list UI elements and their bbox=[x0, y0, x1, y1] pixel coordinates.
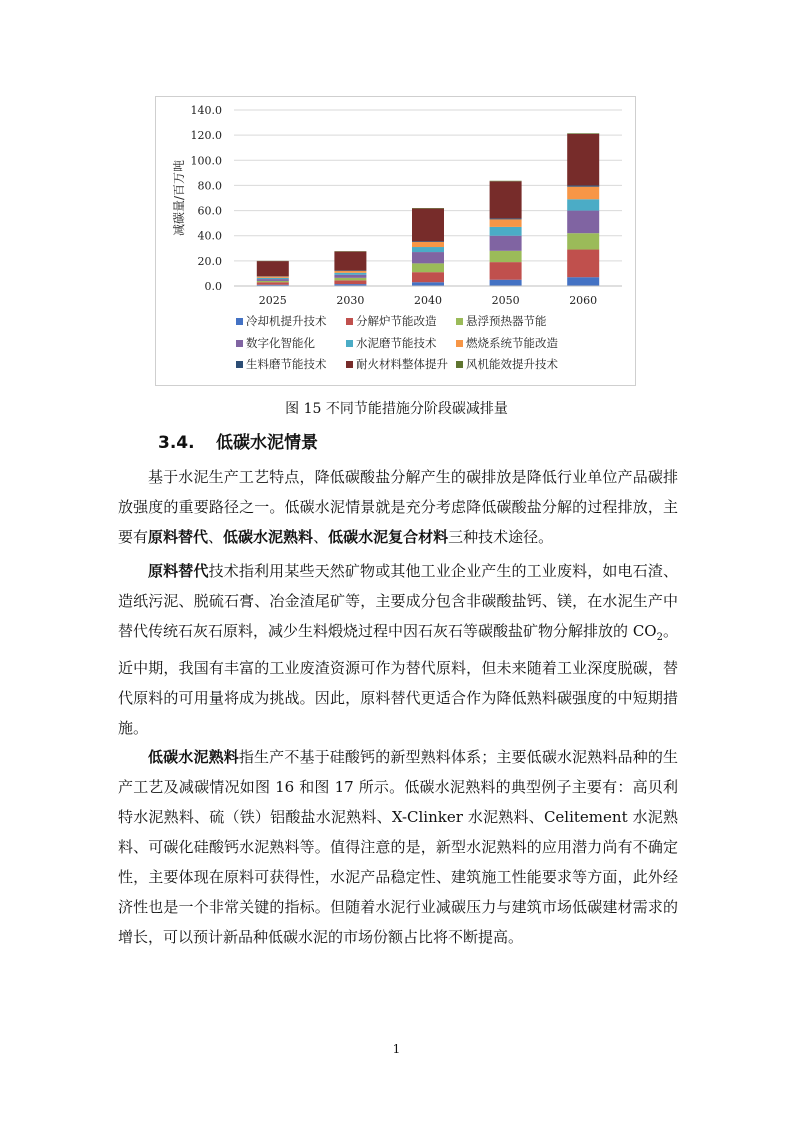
legend-swatch bbox=[456, 318, 463, 325]
bar-segment bbox=[257, 278, 289, 279]
text-run: 基于水泥生产工艺特点，降低碳酸盐分解产生的碳排放是降低行业单位产品碳排放强度的重要路径之一。低碳水泥情景就是充分考虑降低碳酸盐分解的过程排放，主要有 bbox=[118, 468, 678, 546]
bar-segment bbox=[412, 209, 444, 242]
legend-label: 生料磨节能技术 bbox=[246, 357, 327, 371]
bar-segment bbox=[257, 261, 289, 276]
paragraph-raw-material bbox=[118, 556, 678, 743]
legend-label: 冷却机提升技术 bbox=[246, 314, 327, 328]
bar-segment bbox=[490, 236, 522, 251]
bar-segment bbox=[567, 211, 599, 234]
bar-segment bbox=[567, 277, 599, 286]
bar-segment bbox=[334, 252, 366, 271]
bar-segment bbox=[334, 275, 366, 278]
legend-swatch bbox=[236, 318, 243, 325]
paragraph-intro bbox=[118, 462, 678, 552]
text-run: 三种技术途径。 bbox=[448, 528, 554, 546]
page-number: 1 bbox=[392, 1042, 401, 1056]
legend-swatch bbox=[236, 340, 243, 347]
bar-segment bbox=[490, 181, 522, 218]
x-tick-label: 2025 bbox=[258, 294, 287, 307]
bar-segment bbox=[257, 281, 289, 282]
stacked-bar-chart bbox=[156, 97, 637, 387]
bar-segment bbox=[257, 277, 289, 278]
bar-segment bbox=[567, 199, 599, 210]
bar-segment bbox=[567, 250, 599, 278]
bar-segment bbox=[490, 218, 522, 219]
bar-segment bbox=[412, 208, 444, 209]
bar-segment bbox=[412, 247, 444, 252]
legend-swatch bbox=[346, 361, 353, 368]
legend-label: 燃烧系统节能改造 bbox=[466, 336, 558, 350]
x-tick-label: 2060 bbox=[569, 294, 598, 307]
y-axis-label: 减碳量/百万吨 bbox=[172, 159, 186, 237]
legend-label: 耐火材料整体提升 bbox=[356, 357, 448, 371]
legend-label: 数字化智能化 bbox=[246, 336, 315, 350]
y-tick-label: 40.0 bbox=[197, 229, 222, 243]
bar-segment bbox=[490, 262, 522, 280]
bar-segment bbox=[412, 252, 444, 263]
bar-segment bbox=[567, 185, 599, 186]
subscript: 2 bbox=[656, 632, 663, 643]
bar-segment bbox=[567, 133, 599, 134]
bar-segment bbox=[567, 187, 599, 200]
legend-label: 分解炉节能改造 bbox=[356, 314, 437, 328]
bold-term: 原料替代 bbox=[148, 528, 209, 546]
bar-segment bbox=[334, 271, 366, 273]
legend-swatch bbox=[456, 340, 463, 347]
legend-swatch bbox=[346, 340, 353, 347]
bar-segment bbox=[257, 282, 289, 285]
section-heading bbox=[158, 428, 318, 453]
y-tick-label: 120.0 bbox=[190, 129, 222, 143]
figure-caption: 图 15 不同节能措施分阶段碳减排量 bbox=[285, 401, 508, 417]
text-run: 、 bbox=[313, 528, 329, 546]
legend-label: 水泥磨节能技术 bbox=[356, 336, 437, 350]
bar-segment bbox=[334, 278, 366, 281]
section-title: 低碳水泥情景 bbox=[216, 433, 318, 453]
x-tick-label: 2030 bbox=[336, 294, 365, 307]
bar-segment bbox=[490, 227, 522, 236]
text-run: 指生产不基于硅酸钙的新型熟料体系；主要低碳水泥熟料品种的生产工艺及减碳情况如图 16 和图 17 所示。低碳水泥熟料的典型例子主要有：高贝利特水泥熟料、硫（铁）铝酸盐水泥熟料、X-Clinker 水泥熟料、Celitement 水泥熟料、可碳化硅酸钙水泥熟料等。值得注意的是，新型水泥熟料的应用潜力尚有不确定性，主要体现在原料可获得性，水泥产品稳定性、建筑施工性能要求等方面，此外经济性也是一个非常关键的指标。但随着水泥行业减碳压力与建筑市场低碳建材需求的增长，可以预计新品种低碳水泥的市场份额占比将不断提高。 bbox=[118, 748, 678, 946]
bold-term: 原料替代 bbox=[148, 562, 209, 580]
paragraph-low-carbon-clinker bbox=[118, 742, 678, 952]
bar-segment bbox=[567, 134, 599, 186]
bar-segment bbox=[412, 241, 444, 242]
bar-segment bbox=[490, 181, 522, 182]
bold-term: 低碳水泥熟料 bbox=[148, 748, 239, 766]
y-tick-label: 20.0 bbox=[197, 254, 222, 268]
bar-segment bbox=[334, 273, 366, 275]
legend-swatch bbox=[236, 361, 243, 368]
text-run: 、 bbox=[208, 528, 224, 546]
bar-segment bbox=[412, 282, 444, 286]
bold-term: 低碳水泥熟料 bbox=[223, 528, 314, 546]
bold-term: 低碳水泥复合材料 bbox=[328, 528, 449, 546]
bar-segment bbox=[490, 219, 522, 227]
bar-segment bbox=[412, 242, 444, 247]
legend-label: 悬浮预热器节能 bbox=[466, 314, 547, 328]
bar-segment bbox=[257, 279, 289, 281]
bar-segment bbox=[412, 272, 444, 282]
bar-segment bbox=[490, 280, 522, 286]
bar-segment bbox=[334, 270, 366, 271]
legend-swatch bbox=[346, 318, 353, 325]
bar-segment bbox=[412, 263, 444, 272]
legend-label: 风机能效提升技术 bbox=[466, 357, 558, 371]
bar-segment bbox=[490, 251, 522, 262]
y-tick-label: 100.0 bbox=[190, 154, 222, 168]
y-tick-label: 0.0 bbox=[204, 280, 222, 293]
chart-figure bbox=[155, 96, 636, 386]
y-tick-label: 140.0 bbox=[190, 104, 222, 117]
bar-segment bbox=[567, 233, 599, 249]
x-tick-label: 2040 bbox=[414, 294, 442, 307]
x-tick-label: 2050 bbox=[491, 294, 520, 307]
y-tick-label: 60.0 bbox=[197, 204, 222, 218]
text-run: 技术指利用某些天然矿物或其他工业企业产生的工业废料，如电石渣、造纸污泥、脱硫石膏、冶金渣尾矿等，主要成分包含非碳酸盐钙、镁，在水泥生产中替代传统石灰石原料，减少生料煅烧过程中因石灰石等碳酸盐矿物分解排放的 CO bbox=[118, 562, 678, 640]
legend-swatch bbox=[456, 361, 463, 368]
text-run: 。近中期，我国有丰富的工业废渣资源可作为替代原料，但未来随着工业深度脱碳，替代原料的可用量将成为挑战。因此，原料替代更适合作为降低熟料碳强度的中短期措施。 bbox=[118, 622, 678, 737]
y-tick-label: 80.0 bbox=[197, 179, 222, 193]
section-number: 3.4. bbox=[158, 433, 195, 453]
bar-segment bbox=[334, 280, 366, 284]
